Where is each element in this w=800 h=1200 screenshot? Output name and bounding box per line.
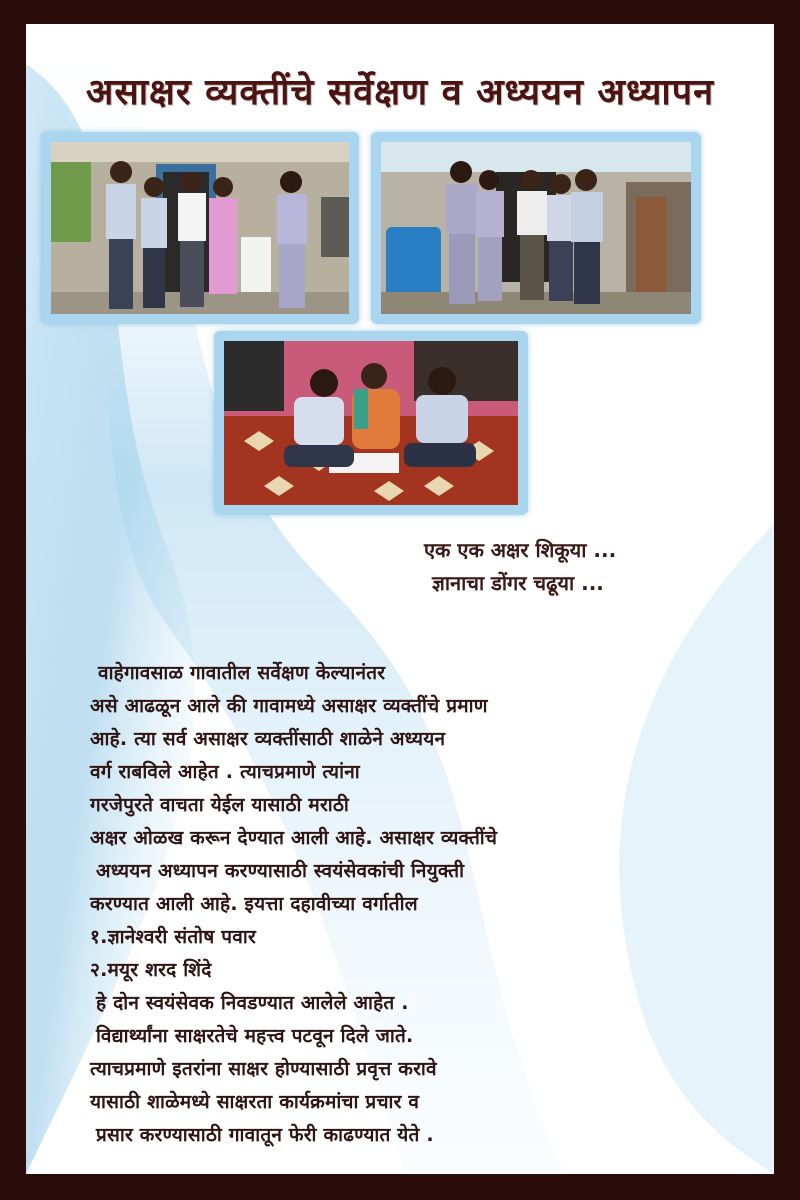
- body-line: प्रसार करण्यासाठी गावातून फेरी काढण्यात येते .: [96, 1124, 434, 1146]
- body-line: अक्षर ओळख करून देण्यात आली आहे. असाक्षर व्यक्तींचे: [90, 827, 498, 849]
- page-title: असाक्षर व्यक्तींचे सर्वेक्षण व अध्ययन अध्यापन: [85, 72, 715, 113]
- slogan-line-1: एक एक अक्षर शिकूया ...: [424, 538, 617, 562]
- body-line: त्याचप्रमाणे इतरांना साक्षर होण्यासाठी प्रवृत्त करावे: [90, 1058, 437, 1080]
- body-line: वर्ग राबविले आहेत . त्याचप्रमाणे त्यांना: [90, 761, 360, 783]
- volunteer-2: २.मयूर शरद शिंदे: [90, 959, 212, 981]
- body-line: असे आढळून आले की गावामध्ये असाक्षर व्यक्तींचे प्रमाण: [90, 695, 488, 717]
- slogan-line-2: ज्ञानाचा डोंगर चढूया ...: [432, 571, 604, 595]
- body-line: अध्ययन अध्यापन करण्यासाठी स्वयंसेवकांची नियुक्ती: [96, 860, 465, 882]
- body-line: हे दोन स्वयंसेवक निवडण्यात आलेले आहेत .: [96, 992, 409, 1014]
- body-line: विद्यार्थ्यांना साक्षरतेचे महत्त्व पटवून दिले जाते.: [96, 1025, 414, 1047]
- body-line: आहे. त्या सर्व असाक्षर व्यक्तींसाठी शाळेने अध्ययन: [90, 728, 446, 750]
- volunteer-1: १.ज्ञानेश्वरी संतोष पवार: [90, 926, 256, 948]
- survey-visit-photo-2: [371, 132, 701, 324]
- body-line: गरजेपुरते वाचता येईल यासाठी मराठी: [90, 794, 350, 816]
- survey-visit-photo-1: [41, 132, 359, 324]
- teaching-session-photo: [214, 331, 528, 515]
- poster-frame: [26, 24, 774, 1174]
- body-line: करण्यात आली आहे. इयत्ता दहावीच्या वर्गातील: [90, 893, 418, 915]
- body-line: यासाठी शाळेमध्ये साक्षरता कार्यक्रमांचा प्रचार व: [90, 1091, 420, 1113]
- body-line: वाहेगावसाळ गावातील सर्वेक्षण केल्यानंतर: [98, 662, 386, 684]
